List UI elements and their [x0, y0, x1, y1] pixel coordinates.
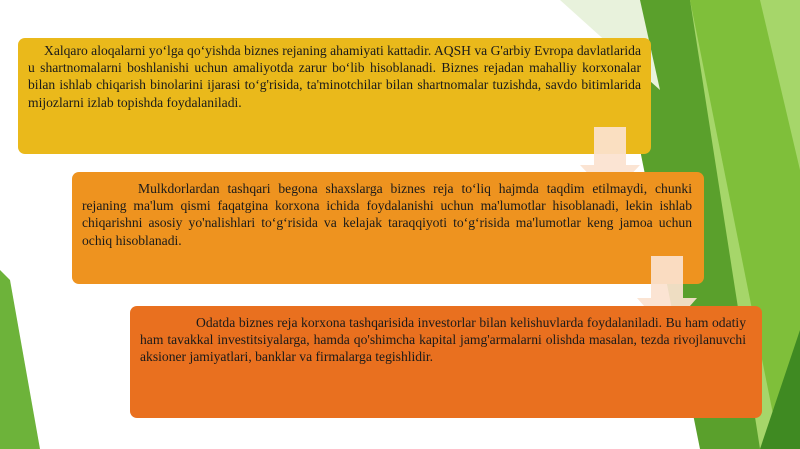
text-block-1: Xalqaro aloqalarni yoʻlga qoʻyishda biznes rejaning ahamiyati kattadir. AQSH va G'arbiy Evropa davlatlarida u shartnomalarni boshlanishi uchun amaliyotda zarur boʻlib hisoblanadi. Biznes rejadan mahalliy korxonalar bilan ishlab chiqarish binolarini ijarasi toʻg'risida, ta'minotchilar bilan shartnomalar tuzishda, savdo bitimlarida mijozlarni izlab topishda foydalaniladi. [18, 38, 651, 154]
green-stripe-left [0, 270, 40, 449]
text-block-2: Mulkdorlardan tashqari begona shaxslarga biznes reja toʻliq hajmda taqdim etilmaydi, chunki rejaning ma'lum qismi faqatgina korxona ichida foydalanishi uchun ma'lumotlar hisoblanadi, lekin ishlab chiqarishni asosiy yo'nalishlari toʻgʻrisida va kelajak taraqqiyoti toʻgʻrisida ma'lumotlar keng jamoa uchun ochiq hisoblanadi. [72, 172, 704, 284]
text-block-3: Odatda biznes reja korxona tashqarisida investorlar bilan kelishuvlarda foydalaniladi. Bu ham odatiy ham tavakkal investitsiyalarga, hamda qo'shimcha kapital jamg'armalarni olishda masalan, tezda rivojlanuvchi aksioner jamiyatlari, banklar va firmalarga tegishlidir. [130, 306, 762, 418]
